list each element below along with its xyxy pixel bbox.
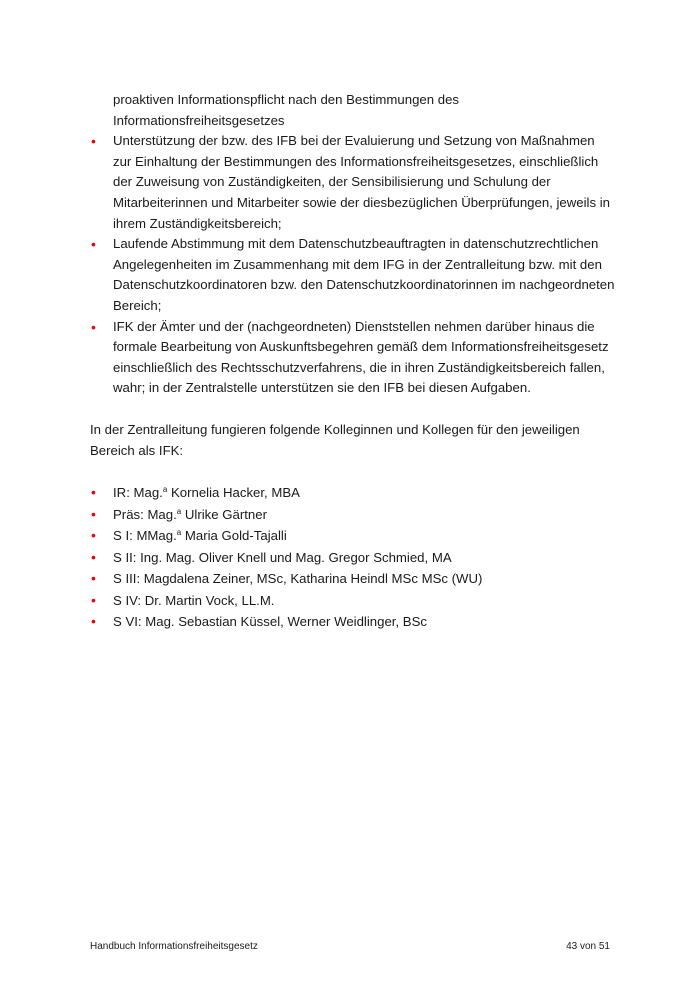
list-item-text: Unterstützung der bzw. des IFB bei der Evaluierung und Setzung von Maßnahmen zur Einhaltung der Bestimmungen des Informationsfreiheitsgesetzes, einschließlich der Zuweisung von Zuständigkeiten, der Sensibilisierung und Schulung der Mitarbeiterinnen und Mitarbeiter sowie der diesbezüglichen Überprüfungen, jeweils in ihrem Zuständigkeitsbereich;: [113, 133, 611, 231]
list-item: [90, 482, 615, 504]
responsibilities-list: [90, 131, 615, 399]
person-prefix: IR: Mag.: [113, 485, 163, 501]
bullet-icon: •: [91, 570, 96, 587]
list-item: [90, 590, 615, 612]
list-item-text: IFK der Ämter und der (nachgeordneten) Dienststellen nehmen darüber hinaus die formale Bearbeitung von Auskunftsbegehren gemäß dem Informationsfreiheitsgesetz einschließlich des Rechtsschutzverfahrens, die in ihren Zuständigkeitsbereich fallen, wahr; in der Zentralstelle unterstützen sie den IFB bei diesen Aufgaben.: [113, 318, 609, 396]
intro-paragraph: In der Zentralleitung fungieren folgende Kolleginnen und Kollegen für den jeweiligen Bereich als IFK:: [90, 421, 580, 458]
list-item: [90, 317, 615, 399]
bullet-icon: •: [91, 484, 96, 501]
page-content: [90, 90, 615, 633]
bullet-icon: •: [91, 527, 96, 544]
bullet-icon: •: [91, 505, 96, 522]
person-prefix: S I: MMag.: [113, 528, 177, 544]
ifk-people-list: [90, 482, 615, 633]
list-item: [90, 234, 615, 316]
bullet-icon: •: [91, 236, 96, 253]
ordinal-sup: a: [162, 485, 168, 495]
list-item: [90, 568, 615, 590]
page-footer: [90, 941, 610, 952]
person-prefix: S IV: Dr. Martin Vock, LL.M.: [113, 592, 275, 608]
ordinal-sup: a: [176, 506, 182, 516]
ordinal-sup: a: [176, 528, 182, 538]
bullet-icon: •: [91, 133, 96, 150]
list-item: [90, 131, 615, 234]
person-prefix: S VI: Mag. Sebastian Küssel, Werner Weidlinger, BSc: [113, 614, 427, 630]
person-prefix: S III: Magdalena Zeiner, MSc, Katharina Heindl MSc MSc (WU): [113, 571, 483, 587]
list-item: [90, 504, 615, 526]
list-item-text: Laufende Abstimmung mit dem Datenschutzbeauftragten in datenschutzrechtlichen Angelegenheiten im Zusammenhang mit dem IFG in der Zentralleitung bzw. mit den Datenschutzkoordinatoren bzw. den Datenschutzkoordinatorinnen im nachgeordneten Bereich;: [113, 236, 615, 313]
bullet-icon: •: [91, 548, 96, 565]
continued-bullet-text: proaktiven Informationspflicht nach den Bestimmungen des Informationsfreiheitsgesetzes: [113, 92, 459, 128]
list-item: [90, 525, 615, 547]
list-item: [90, 611, 615, 633]
person-prefix: Präs: Mag.: [113, 506, 177, 522]
bullet-icon: •: [91, 318, 96, 335]
person-suffix: Kornelia Hacker, MBA: [167, 485, 300, 501]
person-suffix: Maria Gold-Tajalli: [181, 528, 287, 544]
bullet-icon: •: [91, 591, 96, 608]
footer-document-title: Handbuch Informationsfreiheitsgesetz: [90, 941, 258, 952]
person-suffix: Ulrike Gärtner: [181, 506, 267, 522]
person-prefix: S II: Ing. Mag. Oliver Knell und Mag. Gregor Schmied, MA: [113, 549, 452, 565]
list-item: [90, 547, 615, 569]
bullet-icon: •: [91, 613, 96, 630]
footer-page-number: 43 von 51: [566, 941, 610, 952]
